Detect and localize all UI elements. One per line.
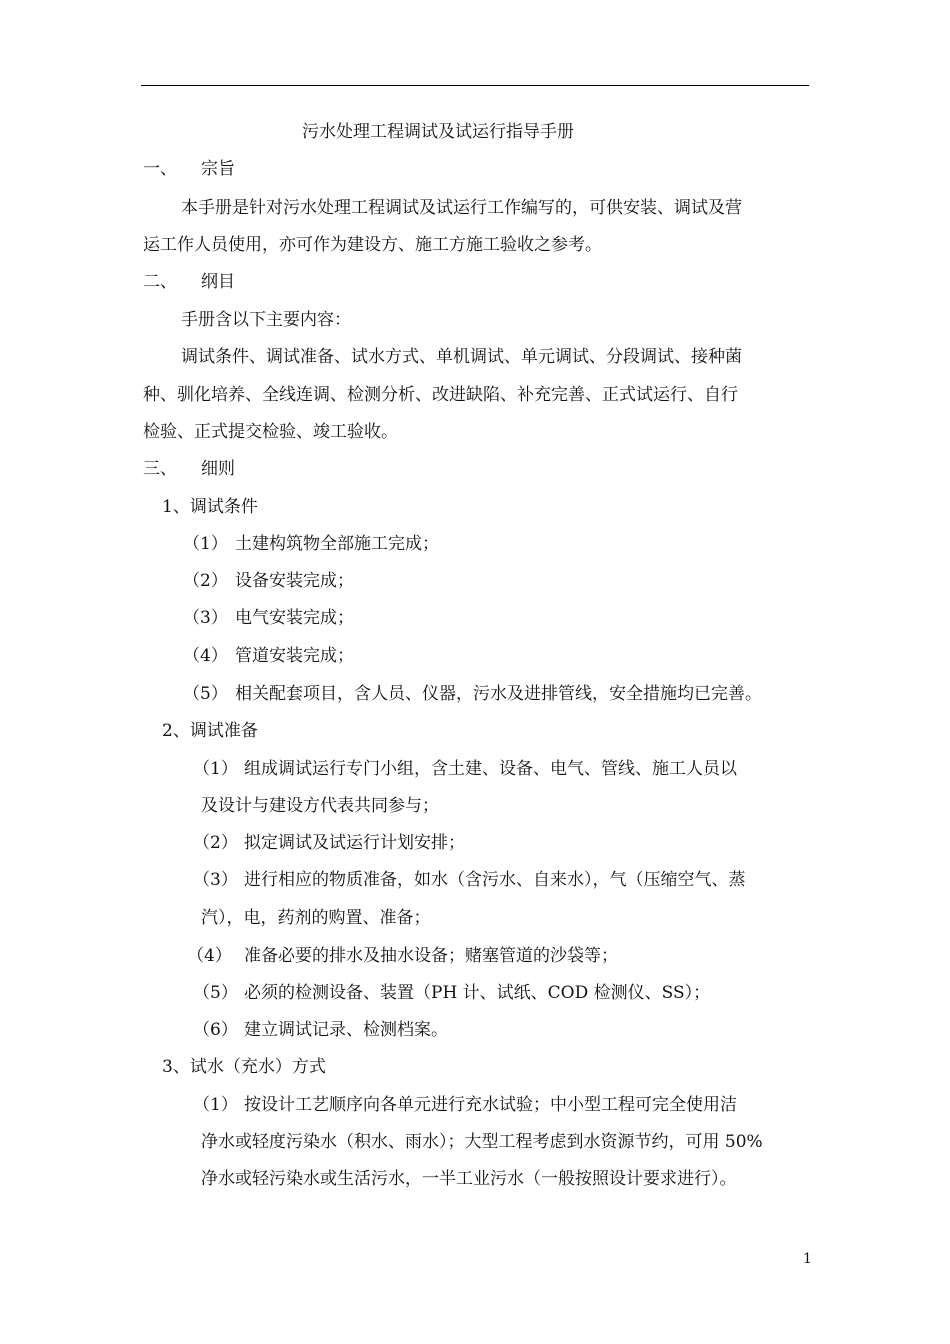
- section-index: 二、: [143, 272, 177, 292]
- item-number: （1）: [183, 534, 228, 554]
- item-number: （3）: [183, 608, 228, 628]
- item-text: 拟定调试及试运行计划安排；: [244, 833, 465, 853]
- item-text: 组成调试运行专门小组，含土建、设备、电气、管线、施工人员以: [244, 759, 737, 779]
- item-text-continued: 汽），电，药剂的购置、准备；: [201, 908, 431, 928]
- section-index: 三、: [143, 459, 177, 479]
- section-index: 一、: [143, 159, 177, 179]
- item-number: （5）: [193, 983, 238, 1003]
- header-rule: [141, 85, 809, 86]
- item-text: 按设计工艺顺序向各单元进行充水试验；中小型工程可完全使用洁: [244, 1095, 737, 1115]
- item-text: 管道安装完成；: [235, 646, 354, 666]
- item-text: 电气安装完成；: [235, 608, 354, 628]
- page-number: 1: [803, 1251, 812, 1267]
- section-heading: 细则: [201, 459, 235, 479]
- item-number: （2）: [193, 833, 238, 853]
- item-text-continued: 净水或轻度污染水（积水、雨水）；大型工程考虑到水资源节约，可用 50%: [201, 1132, 763, 1152]
- paragraph-line: 手册含以下主要内容：: [181, 310, 351, 330]
- document-title: 污水处理工程调试及试运行指导手册: [302, 122, 574, 142]
- item-number: （3）: [193, 870, 238, 890]
- paragraph-line: 本手册是针对污水处理工程调试及试运行工作编写的，可供安装、调试及营: [181, 198, 742, 218]
- item-number: （5）: [183, 684, 228, 704]
- paragraph-line: 运工作人员使用，亦可作为建设方、施工方施工验收之参考。: [143, 235, 602, 255]
- subsection-heading: 1、调试条件: [162, 497, 258, 517]
- item-number: （4）: [187, 946, 232, 966]
- item-number: （1）: [193, 759, 238, 779]
- item-text: 土建构筑物全部施工完成；: [235, 534, 439, 554]
- subsection-heading: 3、试水（充水）方式: [162, 1057, 326, 1077]
- item-text: 设备安装完成；: [235, 571, 354, 591]
- item-number: （1）: [193, 1095, 238, 1115]
- item-text-continued: 及设计与建设方代表共同参与；: [201, 796, 439, 816]
- paragraph-line: 调试条件、调试准备、试水方式、单机调试、单元调试、分段调试、接种菌: [181, 347, 742, 367]
- item-number: （6）: [193, 1020, 238, 1040]
- section-heading: 纲目: [201, 272, 235, 292]
- item-text-continued: 净水或轻污染水或生活污水，一半工业污水（一般按照设计要求进行）。: [201, 1169, 737, 1189]
- item-text: 建立调试记录、检测档案。: [244, 1020, 448, 1040]
- item-number: （4）: [183, 646, 228, 666]
- paragraph-line: 检验、正式提交检验、竣工验收。: [143, 422, 398, 442]
- paragraph-line: 种、驯化培养、全线连调、检测分析、改进缺陷、补充完善、正式试运行、自行: [143, 385, 738, 405]
- item-text: 进行相应的物质准备，如水（含污水、自来水），气（压缩空气、蒸: [244, 870, 746, 890]
- item-text: 准备必要的排水及抽水设备；赌塞管道的沙袋等；: [244, 946, 618, 966]
- item-text: 相关配套项目，含人员、仪器，污水及进排管线，安全措施均已完善。: [235, 684, 762, 704]
- subsection-heading: 2、调试准备: [162, 721, 258, 741]
- section-heading: 宗旨: [201, 159, 235, 179]
- item-number: （2）: [183, 571, 228, 591]
- item-text: 必须的检测设备、装置（PH 计、试纸、COD 检测仪、SS）；: [244, 983, 711, 1003]
